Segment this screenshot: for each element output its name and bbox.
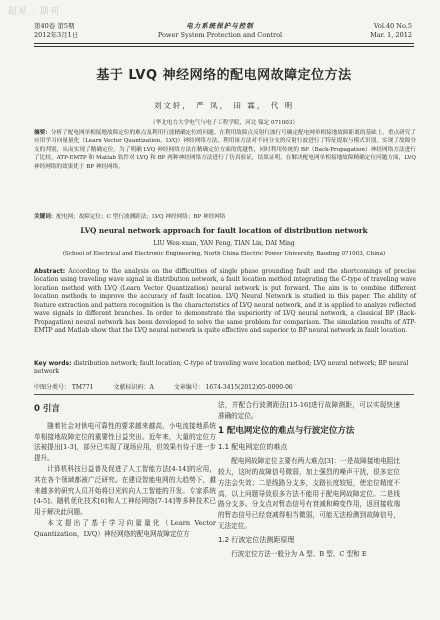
paper-title: 基于 LVQ 神经网络的配电网故障定位方法 <box>96 68 352 83</box>
clc-number: 中图分类号： TM771 <box>34 384 94 391</box>
abstract-cn-label: 摘要： <box>34 130 51 136</box>
issue-cn: 第40卷 第5期 <box>34 22 75 30</box>
volume-en: Vol.40 No.5 <box>373 22 412 30</box>
header-center <box>120 22 320 39</box>
watermark: 超星 · 期刊 <box>8 7 60 17</box>
date-cn: 2012年3月1日 <box>34 30 79 39</box>
classification-line <box>34 382 414 391</box>
header-rule-thick <box>34 43 414 44</box>
intro-paragraph-1: 随着社会对供电可靠性的要求越来越高，小电流接地系统单相接地故障定位的重要性日益突出。近年来，大量的定位方法被提出[1-3]，部分已实现了现场应用，但效果有待于进一步提升。 <box>34 421 216 463</box>
intro-paragraph-3: 本文提出了基于学习向量量化（Learn Vector Quantization，LVQ）神经网络的配电网故障定位方 <box>34 518 216 538</box>
keywords-cn-label: 关键词： <box>34 214 57 220</box>
abstract-en-label: Abstract: <box>34 268 66 275</box>
keywords-en-label: Key words: <box>34 360 72 367</box>
meta-rule <box>34 394 414 395</box>
abstract-cn <box>34 129 416 171</box>
journal-name-en: Power System Protection and Control <box>157 30 283 39</box>
subsection-heading-1-2: 1.2 行波定位法测距原理 <box>218 535 295 544</box>
intro-continuation: 法，并配合行波测距法[15-16]进行故障测距，可以实现快速准确的定位。 <box>218 401 400 420</box>
header-rule-thin <box>34 46 414 47</box>
section1-paragraph-2: 行波定位方法一般分为 A 型、B 型、C 型和 E <box>231 549 367 558</box>
english-title: LVQ neural network approach for fault location of distribution network <box>80 226 368 235</box>
header-left <box>34 22 78 39</box>
english-affiliation: (School of Electrical and Electronic Engineering, North China Electric Power University, Baoding 071003, China) <box>62 251 386 257</box>
article-number: 文章编号： 1674-3415(2012)05-0090-06 <box>173 384 293 391</box>
section1-paragraph-1: 配电网故障定位主要有两大难点[3]：一是故障接地电阻比较大，这时的故障信号微弱，加上强烈的噪声干扰，很多定位方法会失效；二是线路分支多，支路长度较短，使定位精度不高，以上问题导致很多方法不能用于配电网故障定位。二是线路分支多。分支点对暂态信号有衰减和畸变作用，返回接收端的暂态信号已经衰减得相当微弱，可能无法检测到故障信号，无法定位。 <box>218 457 400 530</box>
keywords-cn-text: 配电网；故障定位；C 型行波测距法；LVQ 神经网络；BP 神经网络 <box>56 214 226 220</box>
date-en: Mar. 1, 2012 <box>370 30 412 39</box>
document-code: 文献标识码：A <box>113 384 154 391</box>
journal-name-cn: 电力系统保护与控制 <box>186 22 254 30</box>
authors: 刘文轩， 严 凤， 田 霖， 代 明 <box>153 101 295 110</box>
body-column-right <box>218 400 400 559</box>
header-right <box>370 22 412 39</box>
subsection-heading-1-1: 1.1 配电网定位的难点 <box>218 443 288 452</box>
intro-paragraph-2: 计算机科技日益普及促进了人工智能方法[4-14]的应用，其在各个领域都被广泛研究。在建设智能电网的大趋势下，越来越多的研究人员开始将目光转向人工智能的开发。专家系统[4-5]、随机优化技术[6]和人工神经网络[7-14]等多种技术已用于解决此问题。 <box>34 464 216 517</box>
keywords-en-text: distribution network; fault location; C-type of traveling wave location method; LVQ neural network; BP neural network <box>34 360 409 375</box>
body-column-left <box>34 400 216 540</box>
affiliation: （华北电力大学电气与电子工程学院，河北 保定 071003） <box>150 120 298 126</box>
keywords-cn <box>34 213 416 221</box>
keywords-en <box>34 360 416 376</box>
section-heading-intro: 0 引言 <box>34 404 60 414</box>
abstract-en-text: According to the analysis on the difficulties of single phase grounding fault and the shortcomings of precise location using traveling wave signal in distribution network, a fault location method integrating the C-type of traveling wave location method with LVQ (Learn Vector Quantization) neural network is put forward. The aim is to combine different location methods to improve the accuracy of fault location. LVQ Neural Network is studied in this paper. The ability of feature extraction and pattern recognition is the characteristics of LVQ neural network, and it is applied to analyze reflected wave signals in different branches. In order to demonstrate the superiority of LVQ neural network, a classical BP (Back-Propagation) neural network has been developed to solve the same problem for comparison. The simulation results of ATP-EMTP and Matlab show that the LVQ neural network is quite effective and superior to BP neural network in fault location. <box>34 268 416 335</box>
abstract-en <box>34 268 416 336</box>
section-heading-1: 1 配电网定位的难点与行波定位方法 <box>218 425 355 436</box>
english-authors: LIU Wen-xuan, YAN Feng, TIAN Lin, DAI Ming <box>153 240 295 247</box>
abstract-cn-text: 分析了配电网单相接地故障定位的难点及利用行波精确定位的问题。在利用故障点反射行波行号确定配电网单相接地故障距离的基础上，重点研究了应用学习向量量化（Learn Vector Quantization，LVQ）神经网络方法，利用该方法对不同分支的反射行波进行了特征提取与模式识别，实现了故障分支的判别，从而实现了精确定位。为了明确 LVQ 神经网络方法在精确定位方面的优越性，同时利用传统的 BP（Back-Propagation）神经网络方法进行了比较。ATP-EMTP 和 Matlab 软件对 LVQ 和 BP 两种神经网络方法进行了仿真验证，结果证明，在解决配电网单相接地故障精确定位问题方面，LVQ 神经网络的效果优于 BP 神经网络。 <box>34 130 416 170</box>
